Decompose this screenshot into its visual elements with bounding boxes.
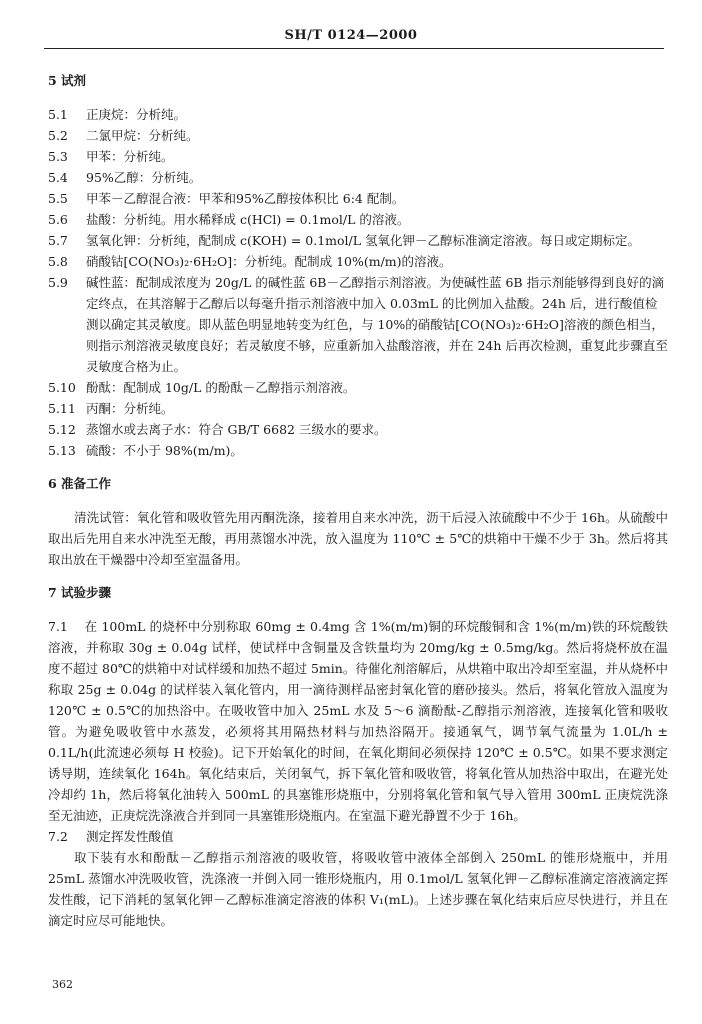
- item-number: 5.1: [48, 107, 68, 122]
- item-number: 5.12: [48, 422, 76, 437]
- section-6-heading: 6 准备工作: [48, 476, 112, 491]
- item-number: 5.3: [48, 149, 68, 164]
- item-number: 5.6: [48, 212, 68, 227]
- list-item: [48, 146, 668, 167]
- list-item: [48, 251, 668, 272]
- list-item: [48, 377, 668, 398]
- item-text: 硫酸：不小于 98%(m/m)。: [86, 443, 243, 458]
- list-item: [48, 104, 668, 125]
- item-text: 二氯甲烷：分析纯。: [86, 128, 199, 143]
- clause-text: 在 100mL 的烧杯中分别称取 60mg ± 0.4mg 含 1%(m/m)铜的环烷酸铜和含 1%(m/m)铁的环烷酸铁溶液，并称取 30g ± 0.04g 试样，使试样中含铜量及含铁量均为 20mg/kg ± 0.5mg/kg。然后将烧杯放在温度不超过 80℃的烘箱中对试样缓和加热不超过 5min。待催化剂溶解后，从烘箱中取出冷却至室温，并从烧杯中称取 25g ± 0.04g 的试样装入氧化管内，用一滴待测样品密封氧化管的磨砂接头。然后，将氧化管放入温度为 120℃ ± 0.5℃的加热浴中。在吸收管中加入 25mL 水及 5～6 滴酚酞-乙醇指示剂溶液，连接氧化管和吸收管。为避免吸收管中水蒸发，必须将其用隔热材料与加热浴隔开。接通氧气，调节氧气流量为 1.0L/h ± 0.1L/h(此流速必须每 H 校验)。记下开始氧化的时间，在氧化期间必须保持 120℃ ± 0.5℃。如果不要求测定诱导期，连续氧化 164h。氧化结束后，关闭氧气，拆下氧化管和吸收管，将氧化管从加热浴中取出，在避光处冷却约 1h，然后将氧化油转入 500mL 的具塞锥形烧瓶中，分别将氧化管和氧气导入管用 300mL 正庚烷洗涤至无油迹，正庚烷洗涤液合并到同一具塞锥形烧瓶内。在室温下避光静置不少于 16h。: [48, 619, 668, 823]
- clause-number: 7.1: [48, 619, 68, 634]
- clause-title: 测定挥发性酸值: [86, 829, 174, 844]
- item-number: 5.9: [48, 275, 68, 290]
- header-rule: [44, 48, 664, 49]
- standard-header: SH/T 0124—2000: [284, 28, 418, 43]
- item-number: 5.7: [48, 233, 68, 248]
- section-7-heading: 7 试验步骤: [48, 585, 112, 600]
- list-item: [48, 188, 668, 209]
- page-content: [48, 70, 668, 931]
- page-number: 362: [52, 978, 73, 991]
- item-text: 酚酞：配制成 10g/L 的酚酞－乙醇指示剂溶液。: [86, 380, 356, 395]
- item-text: 甲苯－乙醇混合液：甲苯和95%乙醇按体积比 6:4 配制。: [86, 191, 405, 206]
- list-item: [48, 419, 668, 440]
- item-text: 正庚烷：分析纯。: [86, 107, 187, 122]
- list-item: [48, 272, 668, 377]
- item-number: 5.13: [48, 443, 76, 458]
- item-number: 5.5: [48, 191, 68, 206]
- item-text: 95%乙醇：分析纯。: [86, 170, 202, 185]
- clause-number: 7.2: [48, 829, 68, 844]
- spacer: [48, 461, 668, 473]
- list-item: [48, 209, 668, 230]
- item-number: 5.10: [48, 380, 76, 395]
- list-item: [48, 440, 668, 461]
- item-text: 硝酸钴[CO(NO₃)₂·6H₂O]：分析纯。配制成 10%(m/m)的溶液。: [86, 254, 452, 269]
- list-item: [48, 230, 668, 251]
- item-text: 氢氧化钾：分析纯，配制成 c(KOH) = 0.1mol/L 氢氧化钾－乙醇标准滴定溶液。每日或定期标定。: [86, 233, 641, 248]
- clause-7-1: [48, 616, 668, 826]
- item-text: 甲苯：分析纯。: [86, 149, 174, 164]
- section-5-heading: 5 试剂: [48, 73, 87, 88]
- item-number: 5.2: [48, 128, 68, 143]
- spacer: [48, 570, 668, 582]
- item-text: 盐酸：分析纯。用水稀释成 c(HCl) = 0.1mol/L 的溶液。: [86, 212, 410, 227]
- list-item: [48, 125, 668, 146]
- list-item: [48, 398, 668, 419]
- item-text: 碱性蓝：配制成浓度为 20g/L 的碱性蓝 6B－乙醇指示剂溶液。为使碱性蓝 6B 指示剂能够得到良好的滴定终点，在其溶解于乙醇后以每毫升指示剂溶液中加入 0.03mL 的比例加入盐酸。24h 后，进行酸值检测以确定其灵敏度。即从蓝色明显地转变为红色，与 10%的硝酸钴[CO(NO₃)₂·6H₂O]溶液的颜色相当，则指示剂溶液灵敏度良好；若灵敏度不够，应重新加入盐酸溶液，并在 24h 后再次检测，重复此步骤直至灵敏度合格为止。: [86, 275, 668, 374]
- item-text: 丙酮：分析纯。: [86, 401, 174, 416]
- item-number: 5.11: [48, 401, 76, 416]
- item-text: 蒸馏水或去离子水：符合 GB/T 6682 三级水的要求。: [86, 422, 387, 437]
- list-item: [48, 167, 668, 188]
- clause-7-2-heading: [48, 826, 668, 847]
- item-number: 5.4: [48, 170, 68, 185]
- section-6-paragraph: 清洗试管：氧化管和吸收管先用丙酮洗涤，接着用自来水冲洗，沥干后浸入浓硫酸中不少于 16h。从硫酸中取出后先用自来水冲洗至无酸，再用蒸馏水冲洗，放入温度为 110℃ ± 5℃的烘箱中干燥不少于 3h。然后将其取出放在干燥器中冷却至室温备用。: [48, 510, 668, 567]
- clause-7-2-paragraph: 取下装有水和酚酞－乙醇指示剂溶液的吸收管，将吸收管中液体全部倒入 250mL 的锥形烧瓶中，并用 25mL 蒸馏水冲洗吸收管，洗涤液一并倒入同一锥形烧瓶内，用 0.1mol/L 氢氧化钾－乙醇标准滴定溶液滴定挥发性酸，记下消耗的氢氧化钾－乙醇标准滴定溶液的体积 V₁(mL)。上述步骤在氧化结束后应尽快进行，并且在滴定时应尽可能地快。: [48, 850, 668, 928]
- item-number: 5.8: [48, 254, 68, 269]
